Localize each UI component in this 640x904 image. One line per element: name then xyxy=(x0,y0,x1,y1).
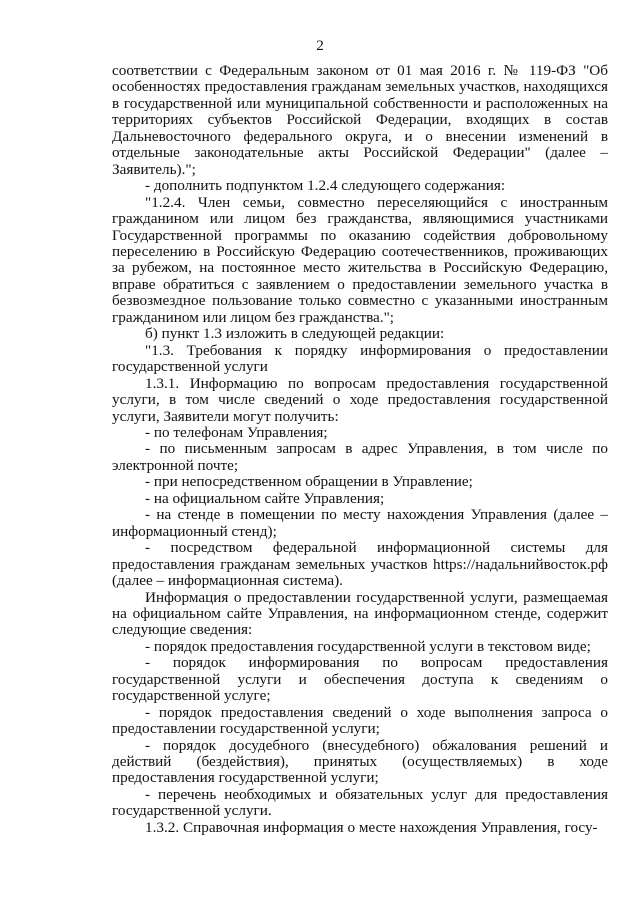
paragraph: "1.2.4. Член семьи, совместно переселяющийся с иностранным гражданином или лицом без гражданства, являющимися участниками Государственной программы по оказанию содействия добровольному переселению в Российскую Федерацию соотечественников, проживающих за рубежом, на постоянное место жительства в Российскую Федерацию, вправе обратиться с заявлением о предоставлении земельного участка в безвозмездное пользование только совместно с указанными иностранным гражданином или лицом без гражданства."; xyxy=(112,193,608,326)
paragraph: - по письменным запросам в адрес Управления, в том числе по электронной почте; xyxy=(112,440,608,474)
paragraph: "1.3. Требования к порядку информирования о предоставлении государственной услуги xyxy=(112,341,608,376)
paragraph: - порядок информирования по вопросам предоставления государственной услуги и обеспечения доступа к сведениям о государственной услуге; xyxy=(112,654,608,705)
paragraph: соответствии с Федеральным законом от 01 мая 2016 г. № 119-ФЗ "Об особенностях предоставления гражданам земельных участков, находящихся в государственной или муниципальной собственности и расположенных на территориях субъектов Российской Федерации, входящих в состав Дальневосточного федерального округа, и о внесении изменений в отдельные законодательные акты Российской Федерации" (далее – Заявитель)."; xyxy=(112,62,608,178)
paragraph: - на официальном сайте Управления; xyxy=(145,489,385,507)
paragraph: - перечень необходимых и обязательных услуг для предоставления государственной услуги. xyxy=(112,785,608,820)
document-body xyxy=(112,63,608,836)
paragraph: б) пункт 1.3 изложить в следующей редакции: xyxy=(145,325,445,343)
paragraph: - при непосредственном обращении в Управление; xyxy=(145,473,473,491)
paragraph: - порядок досудебного (внесудебного) обжалования решений и действий (бездействия), принятых (осуществляемых) в ходе предоставления государственной услуги; xyxy=(112,736,608,787)
paragraph: 1.3.2. Справочная информация о месте нахождения Управления, госу- xyxy=(145,818,598,836)
paragraph: - порядок предоставления сведений о ходе выполнения запроса о предоставлении государственной услуги; xyxy=(112,703,608,738)
paragraph: Информация о предоставлении государственной услуги, размещаемая на официальном сайте Управления, на информационном стенде, содержит следующие сведения: xyxy=(112,588,608,639)
paragraph: - дополнить подпунктом 1.2.4 следующего содержания: xyxy=(145,177,506,195)
paragraph: - по телефонам Управления; xyxy=(145,423,328,441)
page-number: 2 xyxy=(316,37,324,54)
paragraph: - на стенде в помещении по месту нахождения Управления (далее – информационный стенд); xyxy=(112,506,608,540)
paragraph: - порядок предоставления государственной услуги в текстовом виде; xyxy=(145,637,591,655)
paragraph: - посредством федеральной информационной системы для предоставления гражданам земельных участков https://надальнийвосток.рф (далее – информационная система). xyxy=(112,539,608,590)
paragraph: 1.3.1. Информацию по вопросам предоставления государственной услуги, в том числе сведений о ходе предоставления государственной услуги, Заявители могут получить: xyxy=(112,374,608,425)
